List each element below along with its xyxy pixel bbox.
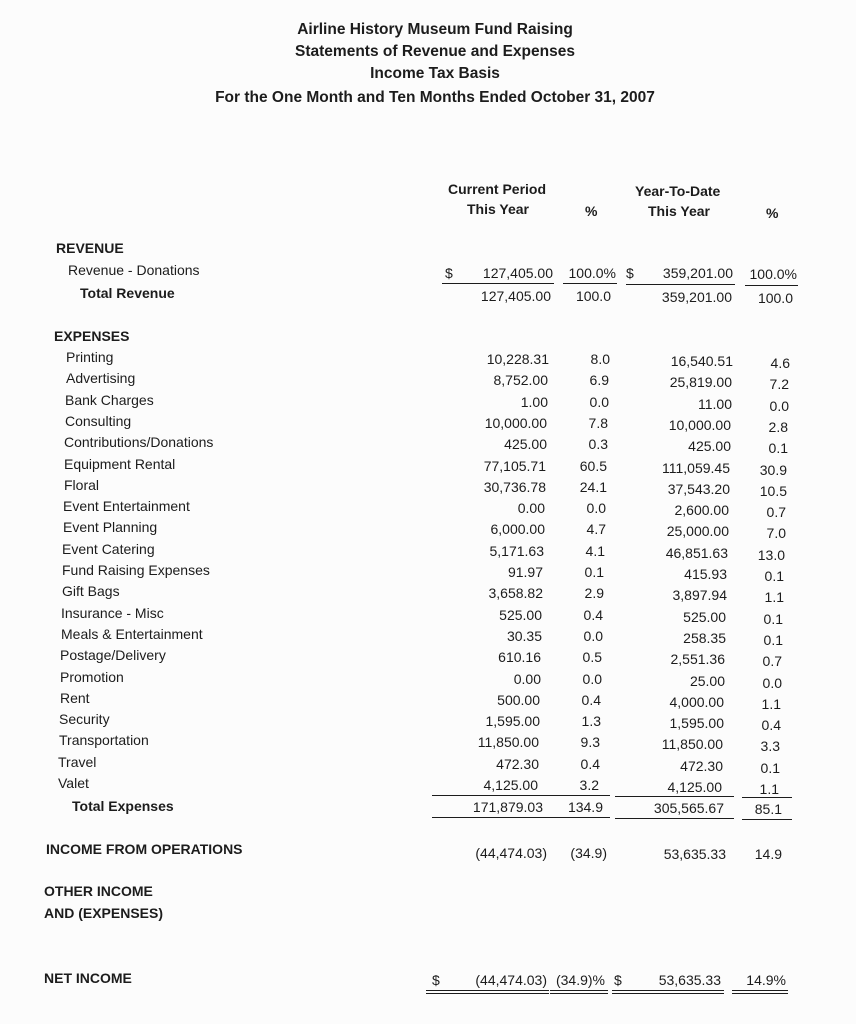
expenses-heading: EXPENSES xyxy=(54,328,130,344)
underline xyxy=(742,797,792,798)
expense-ytd-pct: 1.1 xyxy=(761,696,781,712)
expense-current: 1,595.00 xyxy=(485,713,540,729)
expense-ytd: 25.00 xyxy=(689,673,725,689)
expense-label: Floral xyxy=(64,477,100,493)
expense-ytd: 11,850.00 xyxy=(661,736,723,752)
other-income-label-1: OTHER INCOME xyxy=(44,883,153,899)
expense-pct: 1.3 xyxy=(581,713,601,729)
expense-pct: 9.3 xyxy=(580,734,600,750)
total-revenue-label: Total Revenue xyxy=(80,285,175,301)
double-underline xyxy=(742,819,792,820)
expense-current: 3,658.82 xyxy=(488,585,543,601)
net-income-pct: (34.9)% xyxy=(555,972,605,988)
expense-ytd: 10,000.00 xyxy=(668,417,731,433)
expense-current: 10,000.00 xyxy=(484,415,547,431)
expense-ytd: 2,551.36 xyxy=(670,651,725,667)
underline xyxy=(563,283,617,284)
expense-pct: 8.0 xyxy=(590,351,610,367)
expense-current: 91.97 xyxy=(507,564,543,580)
expense-ytd: 46,851.63 xyxy=(665,545,728,561)
total-revenue-ytd-pct: 100.0 xyxy=(757,290,793,306)
double-underline xyxy=(732,993,788,994)
expense-current: 8,752.00 xyxy=(493,372,548,388)
expense-label: Advertising xyxy=(66,370,136,386)
expense-pct: 3.2 xyxy=(579,777,599,793)
dollar-sign: $ xyxy=(614,972,622,988)
expense-label: Meals & Entertainment xyxy=(61,626,203,642)
double-underline xyxy=(612,993,724,994)
expense-current: 0.00 xyxy=(517,500,545,516)
double-underline xyxy=(612,990,724,991)
expense-ytd-pct: 0.1 xyxy=(763,632,783,648)
expense-ytd-pct: 13.0 xyxy=(757,547,785,563)
expense-label: Event Catering xyxy=(62,541,155,557)
col-header-current-1: Current Period xyxy=(448,181,547,197)
expense-current: 525.00 xyxy=(499,607,542,623)
revenue-heading: REVENUE xyxy=(56,240,124,256)
net-income-ytd: 53,635.33 xyxy=(658,972,721,988)
revenue-donations-pct: 100.0% xyxy=(568,265,616,281)
expense-pct: 6.9 xyxy=(589,372,609,388)
expense-label: Postage/Delivery xyxy=(60,647,166,663)
expense-current: 472.30 xyxy=(496,756,539,772)
expense-ytd: 3,897.94 xyxy=(672,587,727,603)
expense-label: Rent xyxy=(60,690,90,706)
expense-ytd-pct: 0.1 xyxy=(760,760,780,776)
col-header-ytd-2: This Year xyxy=(648,203,711,219)
total-expenses-pct: 134.9 xyxy=(567,799,603,815)
expense-label: Event Entertainment xyxy=(63,498,190,514)
expense-ytd: 4,125.00 xyxy=(667,779,722,795)
revenue-donations-current: 127,405.00 xyxy=(482,265,553,281)
expense-ytd: 25,819.00 xyxy=(669,374,732,390)
expense-ytd-pct: 0.0 xyxy=(769,398,789,414)
total-revenue-ytd: 359,201.00 xyxy=(661,289,732,305)
expense-label: Travel xyxy=(58,754,97,770)
expense-ytd-pct: 10.5 xyxy=(759,483,787,499)
revenue-donations-label: Revenue - Donations xyxy=(68,262,200,278)
total-revenue-pct: 100.0 xyxy=(575,288,611,304)
expense-ytd-pct: 0.4 xyxy=(761,717,781,733)
expense-ytd: 472.30 xyxy=(680,758,723,774)
income-from-operations-ytd-pct: 14.9 xyxy=(754,846,782,862)
expense-ytd: 4,000.00 xyxy=(669,694,724,710)
total-expenses-ytd: 305,565.67 xyxy=(653,800,724,816)
expense-ytd: 425.00 xyxy=(688,438,731,454)
net-income-current: (44,474.03) xyxy=(475,972,547,988)
expense-label: Gift Bags xyxy=(62,583,120,599)
double-underline xyxy=(615,818,734,819)
revenue-donations-ytd-pct: 100.0% xyxy=(749,266,797,282)
report-subtitle: Statements of Revenue and Expenses xyxy=(295,43,575,60)
expense-current: 30.35 xyxy=(506,628,542,644)
report-period: For the One Month and Ten Months Ended October 31, 2007 xyxy=(215,89,655,106)
net-income-label: NET INCOME xyxy=(44,970,132,986)
income-from-operations-ytd: 53,635.33 xyxy=(663,846,726,862)
underline xyxy=(432,795,554,796)
expense-label: Contributions/Donations xyxy=(64,434,214,450)
expense-ytd-pct: 30.9 xyxy=(759,462,787,478)
expense-label: Transportation xyxy=(59,732,149,748)
expense-pct: 0.4 xyxy=(583,607,603,623)
double-underline xyxy=(550,993,608,994)
expense-ytd: 2,600.00 xyxy=(674,502,729,518)
double-underline xyxy=(432,817,554,818)
expense-ytd: 415.93 xyxy=(684,566,727,582)
expense-pct: 0.0 xyxy=(582,671,602,687)
report-title: Airline History Museum Fund Raising xyxy=(297,21,573,38)
underline xyxy=(626,284,735,285)
expense-ytd: 258.35 xyxy=(683,630,726,646)
expense-ytd-pct: 1.1 xyxy=(759,781,779,797)
col-header-ytd-1: Year-To-Date xyxy=(635,183,721,199)
expense-label: Event Planning xyxy=(63,519,158,535)
expense-ytd-pct: 0.7 xyxy=(762,653,782,669)
total-expenses-current: 171,879.03 xyxy=(472,799,543,815)
expense-current: 1.00 xyxy=(520,394,548,410)
expense-ytd-pct: 0.1 xyxy=(768,440,788,456)
expense-current: 500.00 xyxy=(497,692,540,708)
expense-ytd-pct: 0.1 xyxy=(764,568,784,584)
expense-current: 5,171.63 xyxy=(489,543,544,559)
expense-ytd: 1,595.00 xyxy=(669,715,724,731)
net-income-ytd-pct: 14.9% xyxy=(746,972,786,988)
expense-ytd-pct: 7.2 xyxy=(769,376,789,392)
expense-pct: 2.9 xyxy=(584,585,604,601)
expense-ytd: 37,543.20 xyxy=(667,481,730,497)
report-basis: Income Tax Basis xyxy=(370,65,500,82)
expense-pct: 4.7 xyxy=(586,521,606,537)
expense-ytd: 16,540.51 xyxy=(670,353,733,369)
expense-ytd-pct: 1.1 xyxy=(764,589,784,605)
expense-pct: 7.8 xyxy=(588,415,608,431)
expense-pct: 60.5 xyxy=(579,458,607,474)
expense-pct: 0.0 xyxy=(583,628,603,644)
expense-current: 425.00 xyxy=(504,436,547,452)
expense-ytd-pct: 0.0 xyxy=(762,675,782,691)
expense-pct: 0.0 xyxy=(586,500,606,516)
underline xyxy=(442,283,554,284)
double-underline xyxy=(426,990,549,991)
expense-ytd-pct: 0.7 xyxy=(766,504,786,520)
col-header-current-2: This Year xyxy=(467,201,530,217)
income-from-operations-pct: (34.9) xyxy=(570,845,607,861)
expense-pct: 0.5 xyxy=(582,649,602,665)
total-expenses-ytd-pct: 85.1 xyxy=(754,801,782,817)
expense-ytd-pct: 2.8 xyxy=(768,419,788,435)
expense-ytd-pct: 0.1 xyxy=(763,611,783,627)
double-underline xyxy=(552,817,610,818)
expense-ytd: 11.00 xyxy=(698,396,732,412)
expense-current: 610.16 xyxy=(498,649,541,665)
expense-current: 30,736.78 xyxy=(483,479,546,495)
double-underline xyxy=(550,990,608,991)
expense-label: Fund Raising Expenses xyxy=(62,562,210,578)
expense-current: 77,105.71 xyxy=(483,458,546,474)
other-income-label-2: AND (EXPENSES) xyxy=(44,905,164,921)
expense-current: 6,000.00 xyxy=(490,521,545,537)
expense-ytd-pct: 4.6 xyxy=(770,355,790,371)
expense-pct: 0.3 xyxy=(588,436,608,452)
expense-label: Insurance - Misc xyxy=(61,605,164,621)
income-from-operations-label: INCOME FROM OPERATIONS xyxy=(46,841,243,857)
underline xyxy=(615,796,734,797)
expense-pct: 0.0 xyxy=(589,394,609,410)
expense-pct: 0.1 xyxy=(584,564,604,580)
expense-ytd: 111,059.45 xyxy=(662,460,730,476)
expense-label: Valet xyxy=(58,775,89,791)
expense-current: 10,228.31 xyxy=(486,351,549,367)
col-header-pct-1: % xyxy=(585,203,598,219)
revenue-donations-ytd: 359,201.00 xyxy=(662,265,733,281)
dollar-sign: $ xyxy=(445,265,453,281)
total-revenue-current: 127,405.00 xyxy=(480,288,551,304)
income-from-operations-current: (44,474.03) xyxy=(475,845,547,861)
expense-current: 4,125.00 xyxy=(483,777,538,793)
double-underline xyxy=(426,993,549,994)
dollar-sign: $ xyxy=(626,265,634,281)
expense-label: Security xyxy=(59,711,110,727)
total-expenses-label: Total Expenses xyxy=(72,798,174,814)
expense-pct: 0.4 xyxy=(580,756,600,772)
expense-label: Bank Charges xyxy=(65,392,154,408)
expense-ytd-pct: 3.3 xyxy=(760,738,780,754)
expense-ytd-pct: 7.0 xyxy=(766,525,786,541)
expense-ytd: 25,000.00 xyxy=(666,523,729,539)
double-underline xyxy=(732,990,788,991)
underline xyxy=(745,285,798,286)
expense-current: 11,850.00 xyxy=(477,734,539,750)
expense-label: Promotion xyxy=(60,669,124,685)
expense-current: 0.00 xyxy=(513,671,541,687)
dollar-sign: $ xyxy=(432,972,440,988)
expense-ytd: 525.00 xyxy=(683,609,726,625)
col-header-pct-2: % xyxy=(766,205,779,221)
expense-pct: 0.4 xyxy=(581,692,601,708)
expense-label: Consulting xyxy=(65,413,132,429)
expense-label: Printing xyxy=(66,349,114,365)
expense-label: Equipment Rental xyxy=(64,456,176,472)
underline xyxy=(552,795,610,796)
expense-pct: 24.1 xyxy=(579,479,607,495)
expense-pct: 4.1 xyxy=(585,543,605,559)
